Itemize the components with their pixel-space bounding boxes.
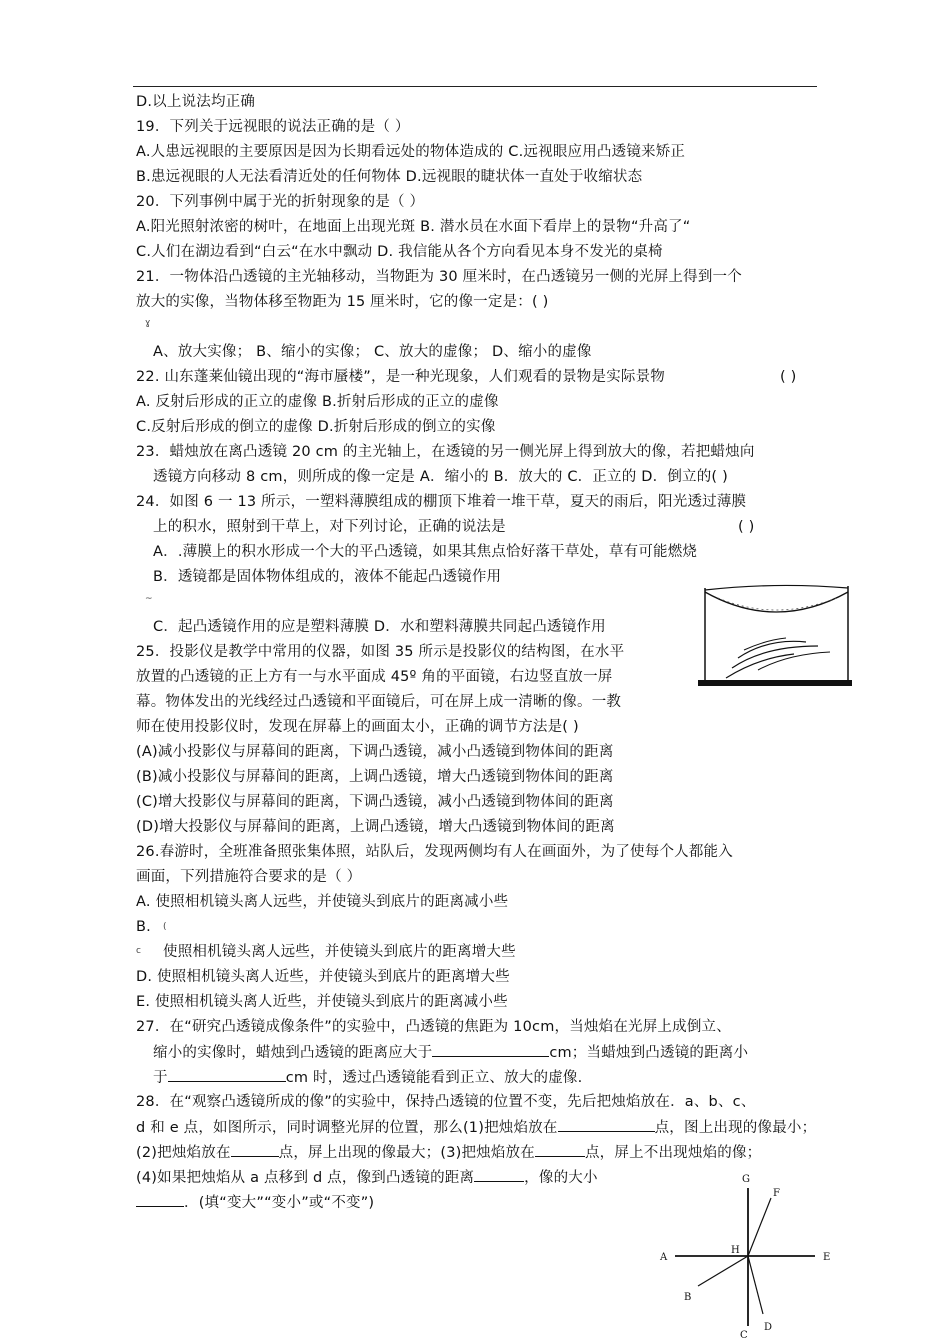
label-d: D	[764, 1322, 773, 1333]
label-g: G	[742, 1174, 750, 1185]
q22-answer-bracket: ( )	[780, 369, 797, 385]
header-rule	[133, 86, 817, 87]
answer-blank[interactable]	[535, 1142, 585, 1157]
q28-stem-5: ．(填“变大”“变小”或“不变”)	[136, 1192, 374, 1213]
q28-stem-4: (4)如果把烛焰从 a 点移到 d 点，像到凸透镜的距离 ，像的大小	[136, 1167, 598, 1188]
lens-points-figure	[655, 1168, 840, 1344]
q25-stem-2: 放置的凸透镜的正上方有一与水平面成 45º 角的平面镜，右边竖直放一屏	[136, 669, 613, 685]
stray-mark: ~	[145, 594, 153, 604]
q25-stem-4: 师在使用投影仪时，发现在屏幕上的画面太小，正确的调节方法是( )	[136, 719, 579, 735]
greenhouse-figure	[698, 580, 856, 700]
ray-hb	[698, 1256, 748, 1286]
answer-blank[interactable]	[136, 1192, 184, 1207]
q28-stem-3: (2)把烛焰放在 点，屏上出现的像最大；(3)把烛焰放在 点，屏上不出现烛焰的像；	[136, 1142, 761, 1163]
answer-blank[interactable]	[168, 1067, 286, 1082]
q25-option-a: (A)减小投影仪与屏幕间的距离，下调凸透镜，减小凸透镜到物体间的距离	[136, 744, 614, 760]
q26-option-c: 使照相机镜头离人远些，并使镜头到底片的距离增大些	[163, 944, 516, 960]
label-a: A	[660, 1252, 668, 1263]
ray-hf	[748, 1198, 771, 1256]
answer-blank[interactable]	[474, 1167, 524, 1182]
q27-stem-2: 缩小的实像时，蜡烛到凸透镜的距离应大于 cm；当蜡烛到凸透镜的距离小	[153, 1042, 748, 1063]
q21-options: A、放大实像； B、缩小的实像； C、放大的虚像； D、缩小的虚像	[153, 344, 592, 360]
label-c: C	[740, 1330, 748, 1341]
q26-stem-2: 画面，下列措施符合要求的是（ ）	[136, 869, 362, 885]
q27-stem-3: 于 cm 时，透过凸透镜能看到正立、放大的虚像.	[153, 1067, 582, 1088]
q24-option-a: A．.薄膜上的积水形成一个大的平凸透镜，如果其焦点恰好落干草处，草有可能燃烧	[153, 544, 698, 560]
q23-stem-2: 透镜方向移动 8 cm，则所成的像一定是 A．缩小的 B．放大的 C．正立的 D．倒立的( )	[153, 469, 728, 485]
q24-stem-1: 24．如图 6 一 13 所示，一塑料薄膜组成的棚顶下堆着一堆干草，夏天的雨后，阳光透过薄膜	[136, 494, 747, 510]
answer-blank[interactable]	[231, 1142, 279, 1157]
stray-mark: c	[136, 946, 141, 956]
q24-answer-bracket: ( )	[738, 519, 755, 535]
label-b: B	[684, 1292, 692, 1303]
q27-stem-1: 27．在“研究凸透镜成像条件”的实验中，凸透镜的焦距为 10cm，当烛焰在光屏上成倒立、	[136, 1019, 731, 1035]
q22-options-cd: C.反射后形成的倒立的虚像 D.折射后形成的倒立的实像	[136, 419, 496, 435]
label-h: H	[731, 1245, 740, 1256]
label-e: E	[823, 1252, 831, 1263]
q26-option-b: B.	[136, 919, 151, 935]
answer-blank[interactable]	[558, 1117, 655, 1132]
label-f: F	[773, 1188, 780, 1199]
q25-option-d: (D)增大投影仪与屏幕间的距离，上调凸透镜，增大凸透镜到物体间的距离	[136, 819, 615, 835]
q19-stem: 19．下列关于远视眼的说法正确的是（ ）	[136, 119, 410, 135]
q25-option-c: (C)增大投影仪与屏幕间的距离，下调凸透镜，减小凸透镜到物体间的距离	[136, 794, 614, 810]
stray-mark: (	[163, 922, 167, 932]
q25-option-b: (B)减小投影仪与屏幕间的距离，上调凸透镜，增大凸透镜到物体间的距离	[136, 769, 614, 785]
q19-options-ac: A.人患远视眼的主要原因是因为长期看远处的物体造成的 C.远视眼应用凸透镜来矫正	[136, 144, 686, 160]
q22-stem: 22. 山东蓬莱仙镜出现的“海市蜃楼”，是一种光现象，人们观看的景物是实际景物	[136, 369, 665, 385]
q20-options-ab: A.阳光照射浓密的树叶，在地面上出现光斑 B. 潜水员在水面下看岸上的景物“升高了“	[136, 219, 691, 235]
q26-option-a: A. 使照相机镜头离人远些，并使镜头到底片的距离减小些	[136, 894, 509, 910]
q18-option-d: D.以上说法均正确	[136, 94, 256, 110]
q26-option-e: E. 使照相机镜头离人近些，并使镜头到底片的距离减小些	[136, 994, 508, 1010]
q24-stem-2: 上的积水，照射到干草上，对下列讨论，正确的说法是	[153, 519, 506, 535]
q24-options-cd: C．起凸透镜作用的应是塑料薄膜 D．水和塑料薄膜共同起凸透镜作用	[153, 619, 606, 635]
q23-stem-1: 23．蜡烛放在离凸透镜 20 cm 的主光轴上，在透镜的另一侧光屏上得到放大的像，若把蜡烛向	[136, 444, 755, 460]
q25-stem-3: 幕。物体发出的光线经过凸透镜和平面镜后，可在屏上成一清晰的像。一教	[136, 694, 622, 710]
ray-hd	[748, 1256, 763, 1314]
q24-option-b: B．透镜都是固体物体组成的，液体不能起凸透镜作用	[153, 569, 502, 585]
q25-stem-1: 25．投影仪是教学中常用的仪器，如图 35 所示是投影仪的结构图，在水平	[136, 644, 625, 660]
q21-stem-2: 放大的实像，当物体移至物距为 15 厘米时，它的像一定是：( )	[136, 294, 549, 310]
q21-stem-1: 21．一物体沿凸透镜的主光轴移动，当物距为 30 厘米时，在凸透镜另一侧的光屏上得到一个	[136, 269, 742, 285]
q26-stem-1: 26.春游时，全班准备照张集体照，站队后，发现两侧均有人在画面外，为了使每个人都能入	[136, 844, 733, 860]
q28-stem-1: 28．在“观察凸透镜所成的像”的实验中，保持凸透镜的位置不变，先后把烛焰放在．a、b、c、	[136, 1094, 756, 1110]
stray-mark: ɣ	[145, 318, 151, 328]
q20-stem: 20．下列事例中属于光的折射现象的是（ ）	[136, 194, 425, 210]
q20-options-cd: C.人们在湖边看到“白云“在水中飘动 D. 我信能从各个方向看见本身不发光的桌椅	[136, 244, 663, 260]
answer-blank[interactable]	[432, 1042, 549, 1057]
q19-options-bd: B.患远视眼的人无法看清近处的任何物体 D.远视眼的睫状体一直处于收缩状态	[136, 169, 643, 185]
q22-options-ab: A. 反射后形成的正立的虚像 B.折射后形成的正立的虚像	[136, 394, 499, 410]
q28-stem-2: d 和 e 点，如图所示，同时调整光屏的位置，那么(1)把烛焰放在 点，图上出现的像最小；	[136, 1117, 816, 1138]
q26-option-d: D. 使照相机镜头离人近些，并使镜头到底片的距离增大些	[136, 969, 510, 985]
